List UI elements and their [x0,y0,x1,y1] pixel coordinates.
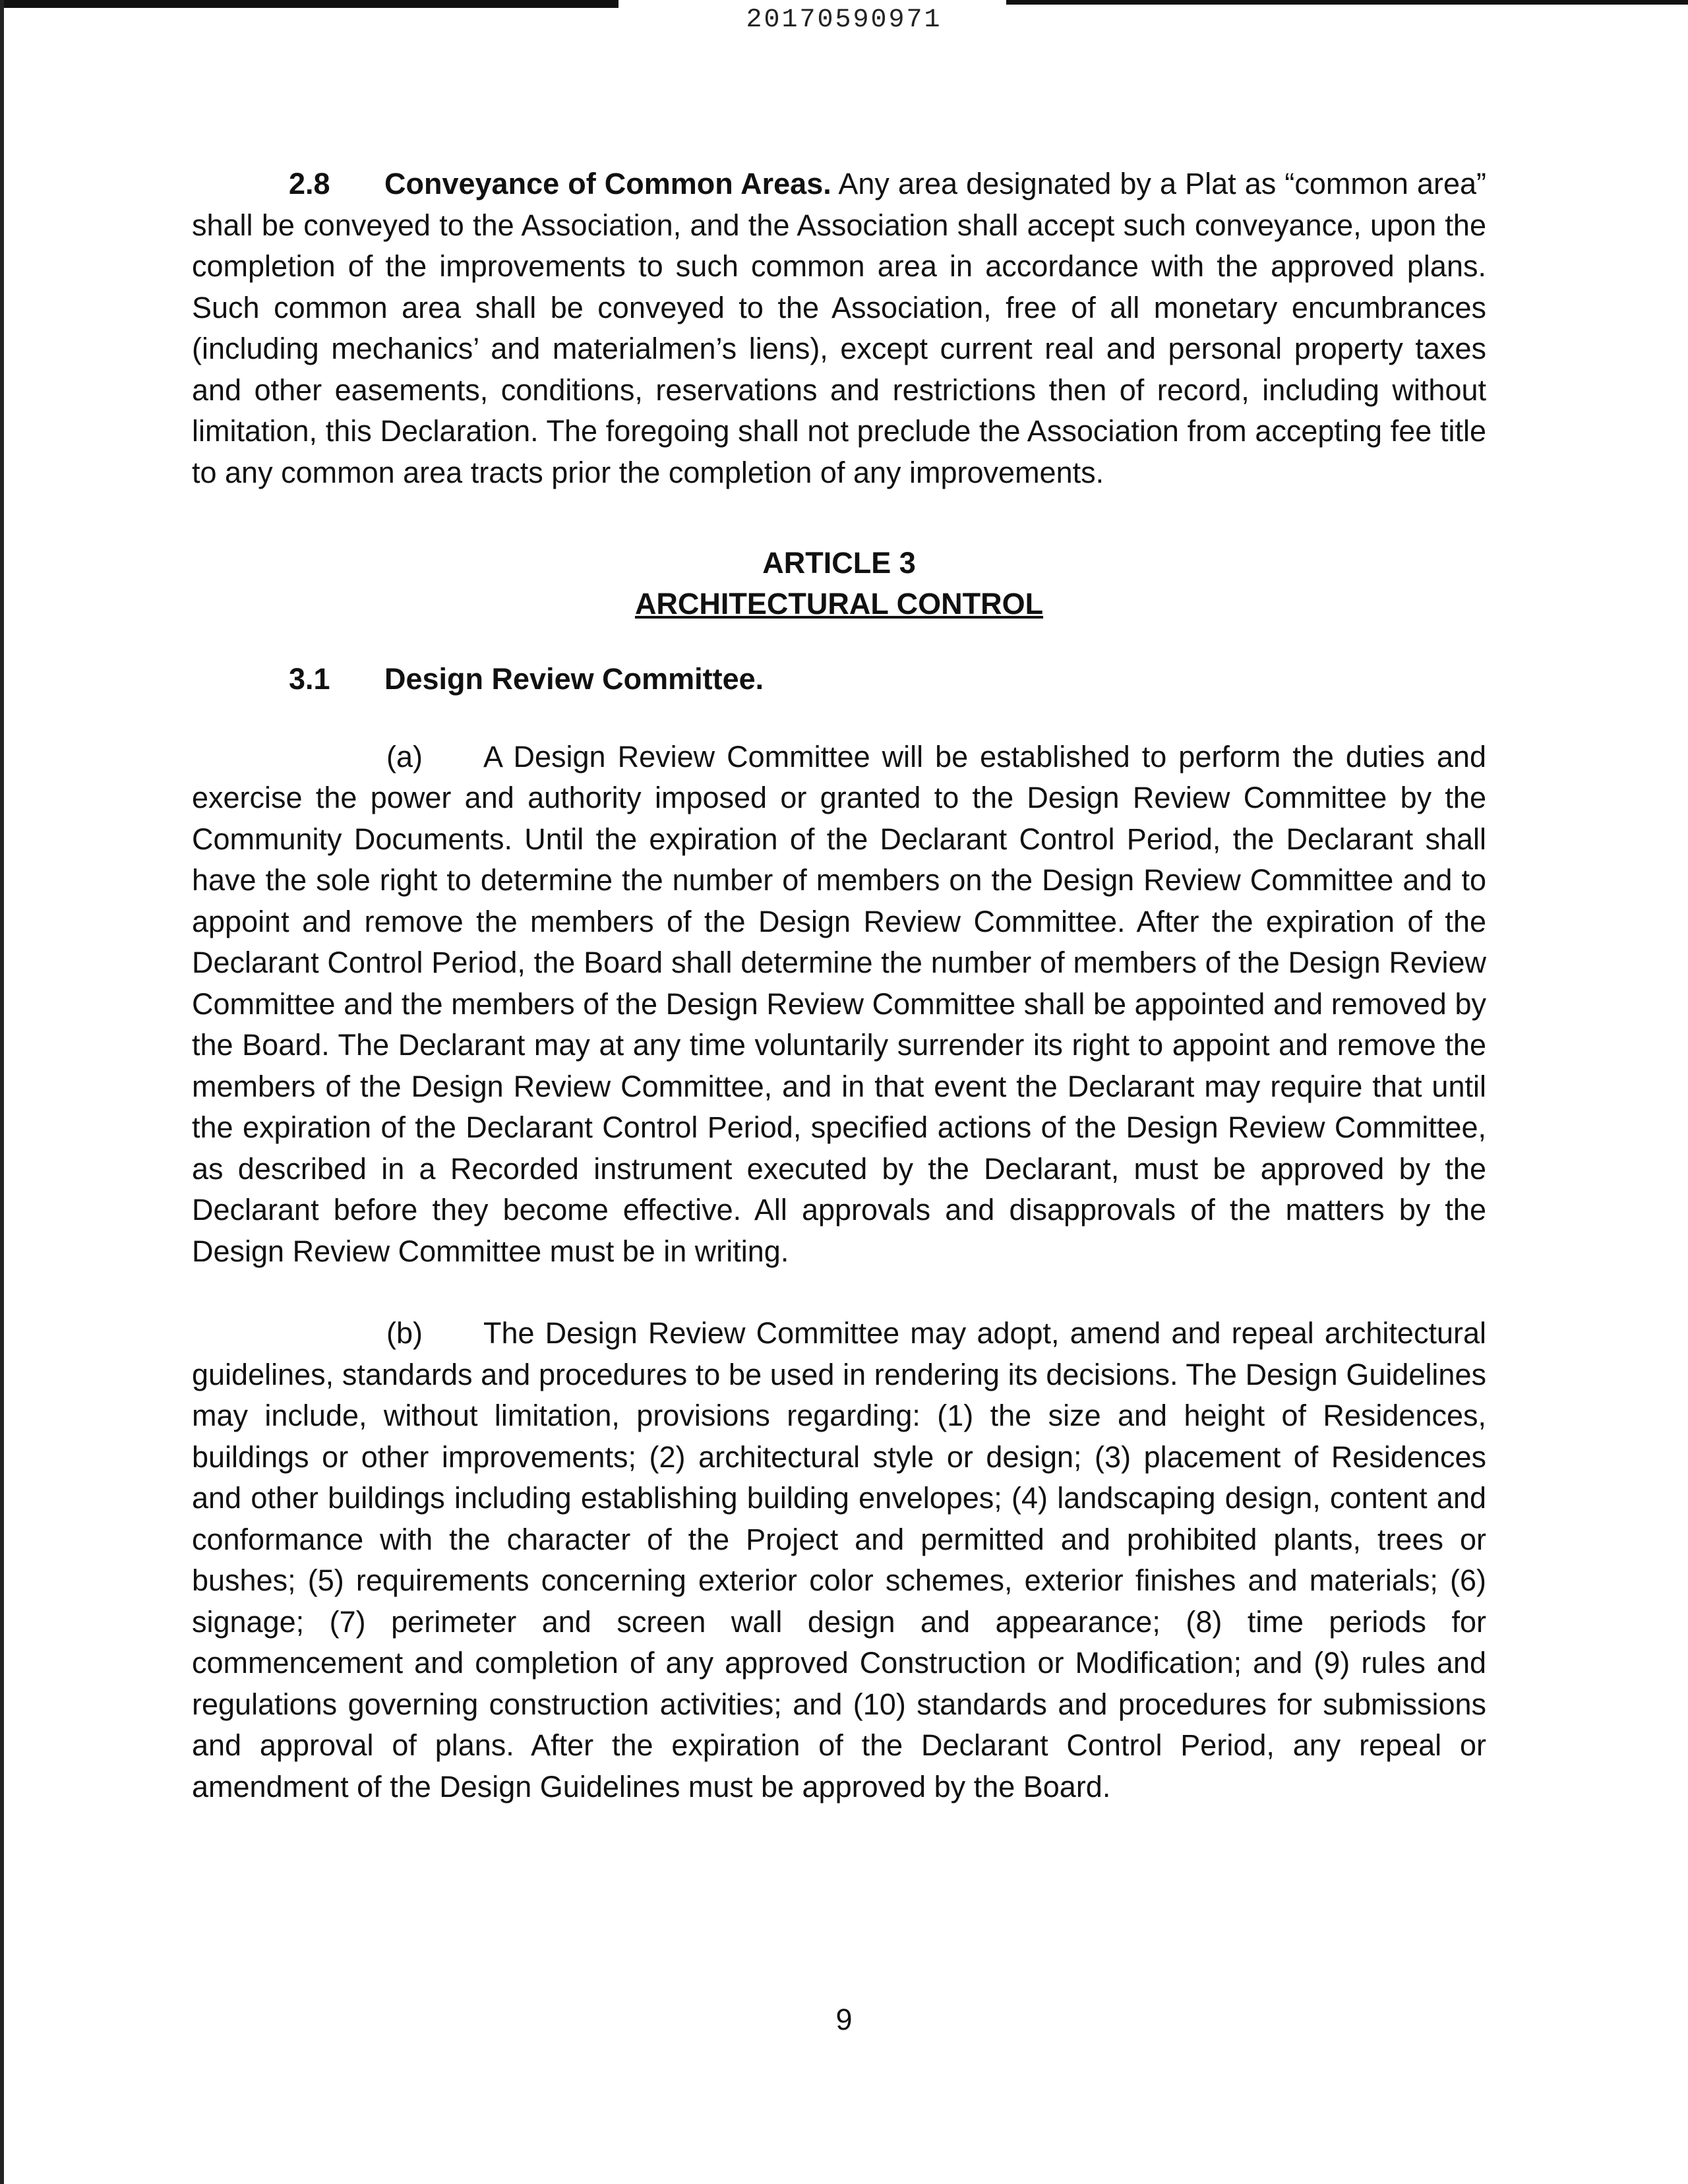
article-label: ARTICLE 3 [762,546,916,580]
paragraph-text: A Design Review Committee will be established to perform the duties and exercise the power and authority imposed or granted to the Design Review Committee by the Community Documents. Until the expiration of the Declarant Control Period, the Declarant shall have the sole right to determine the number of members on the Design Review Committee and to appoint and remove the members of the Design Review Committee. After the expiration of the Declarant Control Period, the Board shall determine the number of members of the Design Review Committee and the members of the Design Review Committee shall be appointed and removed by the Board. The Declarant may at any time voluntarily surrender its right to appoint and remove the members of the Design Review Committee, and in that event the Declarant may require that until the expiration of the Declarant Control Period, specified actions of the Design Review Committee, as described in a Recorded instrument executed by the Declarant, must be approved by the Declarant before they become effective. All approvals and disapprovals of the matters by the Design Review Committee must be in writing. [192,739,1486,1268]
section-title: Conveyance of Common Areas. [384,167,831,200]
paragraph-text: The Design Review Committee may adopt, amend and repeal architectural guidelines, standards and procedures to be used in rendering its decisions. The Design Guidelines may include, without limitation, provisions regarding: (1) the size and height of Residences, buildings or other improvements; (2) architectural style or design; (3) placement of Residences and other buildings including establishing building envelopes; (4) landscaping design, content and conformance with the character of the Project and permitted and prohibited plants, trees or bushes; (5) requirements concerning exterior color schemes, exterior finishes and materials; (6) signage; (7) perimeter and screen wall design and appearance; (8) time periods for commencement and completion of any approved Construction or Modification; and (9) rules and regulations governing construction activities; and (10) standards and procedures for submissions and approval of plans. After the expiration of the Declarant Control Period, any repeal or amendment of the Design Guidelines must be approved by the Board. [192,1316,1486,1804]
section-3-1-heading [192,659,1486,700]
section-number: 2.8 [289,167,330,200]
scan-edge-left [0,0,4,2184]
document-page [192,164,1486,1807]
page-number: 9 [835,2003,853,2036]
paragraph-a [192,737,1486,1273]
paragraph-b [192,1313,1486,1807]
article-heading [192,543,1486,624]
document-number: 20170590971 [746,5,942,35]
section-number: 3.1 [289,662,330,696]
section-body: Any area designated by a Plat as “common area” shall be conveyed to the Association, and the Association shall accept such conveyance, upon the completion of the improvements to such common area in accordance with the approved plans. Such common area shall be conveyed to the Association, free of all monetary encumbrances (including mechanics’ and materialmen’s liens), except current real and personal property taxes and other easements, conditions, reservations and restrictions then of record, including without limitation, this Declaration. The foregoing shall not preclude the Association from accepting fee title to any common area tracts prior the completion of any improvements. [192,167,1486,489]
paragraph-label: (b) [386,1316,423,1350]
article-title: ARCHITECTURAL CONTROL [634,587,1044,621]
section-2-8 [192,164,1486,493]
paragraph-label: (a) [386,739,423,774]
section-title: Design Review Committee. [384,662,764,696]
scan-edge-bar-right [1006,0,1688,5]
